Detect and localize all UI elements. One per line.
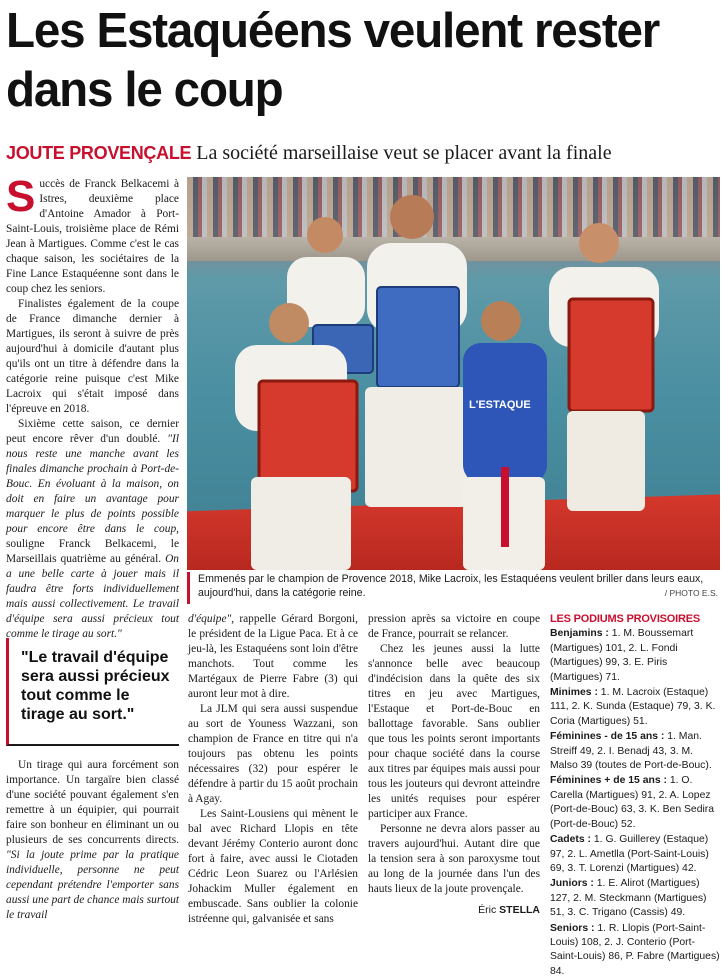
paragraph [6,758,179,923]
dropcap: S [6,172,36,221]
podium-category: Minimes : [550,687,598,699]
photo-jousters [187,177,720,570]
article-column-2 [188,612,358,925]
subheadline: La société marseillaise veut se placer avant la finale [196,142,612,164]
podium-category: Benjamins : [550,628,609,640]
podium-category: Féminines + de 15 ans : [550,775,667,787]
paragraph: Finalistes également de la coupe de France dimanche dernier à Martigues, ils seront à suivre de près aujourd'hui à domicile d'autant plus qu'ils ont un titre à défendre dans la catégorie reine puisque c'est Mike Lacroix qui s'était imposé dans l'épreuve en 2018. [6,298,179,415]
deck [6,140,721,166]
podium-entry [550,686,722,729]
podium-category: Seniors : [550,922,595,934]
article-column-3 [368,612,540,918]
paragraph-text: , rappelle Gérard Borgoni, le président de la Ligue Paca. Et à ce jeu-là, les Estaquéens sont loin d'être manchots. Tout comme les Martégaux de Pierre Fabre (3) qui auront leur mot à dire. [188,613,358,700]
jersey-label: L'ESTAQUE [469,399,531,411]
podium-entry [550,627,722,685]
paragraph [188,612,358,702]
caption-text: Emmenés par le champion de Provence 2018, Mike Lacroix, les Estaquéens veulent briller dans leurs eaux, aujourd'hui, dans la catégorie reine. [198,573,704,599]
podiums-title: LES PODIUMS PROVISOIRES [550,613,701,625]
podiums-sidebar [550,612,722,977]
podium-results: 1. G. Guillerey (Estaque) 97, 2. L. Ametlla (Port-Saint-Louis) 69, 3. T. Lorenzi (Martigues) 42. [550,834,709,874]
paragraph [6,417,179,642]
paragraph-text: souligne Franck Belkacemi, le Marseillais quatrième au général. [6,538,179,565]
podium-results: 1. E. Alirot (Martigues) 127, 2. M. Steckmann (Martigues) 51, 3. C. Trigano (Cassis) 49. [550,878,707,919]
pull-quote: "Le travail d'équipe sera aussi précieux tout comme le tirage au sort." [6,638,179,746]
podium-entry [550,730,722,773]
podium-results: 1. M. Boussemart (Martigues) 101, 2. L. Fondi (Martigues) 99, 3. E. Piris (Martigues) 71. [550,628,694,683]
quote-text: d'équipe" [188,613,232,625]
podium-entry [550,833,722,876]
article-photo [187,177,720,570]
author-first-name: Éric [478,904,497,916]
paragraph: Personne ne devra alors passer au travers aujourd'hui. Autant dire que la tension sera à son paroxysme tout au long de la journée dans l'un des hauts lieux de la joute provençale. [368,823,540,895]
podium-results: 1. R. Llopis (Port-Saint-Louis) 108, 2. J. Conterio (Port-Saint-Louis) 86, P. Fabre (Martigues) 84. [550,922,720,977]
paragraph [6,172,179,297]
podium-results: 1. Man. Streiff 49, 2. I. Benadj 43, 3. M. Malso 39 (toutes de Port-de-Bouc). [550,731,712,772]
paragraph-text: Sixième cette saison, ce dernier peut encore rêver d'un doublé. [6,418,179,445]
author-last-name: STELLA [499,904,540,916]
podium-category: Juniors : [550,878,594,890]
podium-results: 1. M. Lacroix (Estaque) 111, 2. K. Sunda (Estaque) 79, 3. K. Coria (Martigues) 51. [550,687,716,727]
paragraph: Les Saint-Lousiens qui mènent le bal avec Richard Llopis en tête devant Jérémy Conterio auront donc fort à faire, avec aussi le Ciotaden Cédric Leon Suarez ou l'Arlésien Johackim Muller également en embuscade. Sans oublier la colonie istréenne qui, galvanisée et sans [188,808,358,925]
podium-category: Cadets : [550,834,591,846]
paragraph: La JLM qui sera aussi suspendue au sort de Youness Wazzani, son champion de France en titre qui n'a toujours pas obtenu les points nécessaires (32) pour espérer le défendre à partir du 15 août prochain à Agay. [188,703,358,805]
photo-credit: / PHOTO E.S. [664,588,718,598]
podium-entry [550,877,722,920]
headline: Les Estaquéens veulent rester dans le coup [6,4,660,117]
quote-text: "Il nous reste une manche avant les finales dimanche prochain à Port-de-Bouc. En évoluant à la maison, on doit en faire un avantage pour marquer le plus de points possible pour encore être dans le coup, [6,433,179,535]
section-kicker: JOUTE PROVENÇALE [6,143,192,163]
podium-category: Féminines - de 15 ans : [550,731,665,743]
podium-entry [550,922,722,979]
author-signature [368,904,540,916]
article-column-1 [6,172,179,640]
paragraph-text: Un tirage qui aura forcément son importance. Un targaïre bien classé d'une société pouvant également s'en remettre à un équipier, qui pourrait faire son bonheur en éliminant un ou plusieurs de ses concurrents directs. [6,759,179,846]
podium-entry [550,774,722,832]
photo-caption [187,572,720,604]
paragraph-text: uccès de Franck Belkacemi à Istres, deuxième place d'Antoine Amador à Port-Saint-Louis, troisième place de Rémi Jean à Martigues. Comme c'est le cas chaque saison, les sociétaires de la Fine Lance Estaquéenne sont dans le coup chez les seniors. [6,178,179,295]
article-column-1-continued [6,758,179,921]
podium-results: 1. O. Carella (Martigues) 91, 2. A. Lopez (Port-de-Bouc) 63, 3. K. Ben Sedira (Port-de-Bouc) 52. [550,775,715,830]
paragraph: Chez les jeunes aussi la lutte s'annonce belle avec beaucoup d'indécision dans la quête des six titres en jeu avec Martigues, l'Estaque et Port-de-Bouc en ballottage favorable. Sans oublier que tous les points seront importants pour chaque société dans la course aux titres par équipes mais aussi pour tous les jouteurs qui devront atteindre les unités requises pour espérer participer aux France. [368,643,540,820]
quote-text: "Si la joute prime par la pratique individuelle, personne ne peut cependant prétendre l'emporter sans aussi une part de chance mais surtout le travail [6,849,179,921]
paragraph: pression après sa victoire en coupe de France, pourrait se relancer. [368,613,540,640]
quote-text: On a une belle carte à jouer mais il faudra être forts individuellement mais aussi collectivement. Le travail d'équipe sera aussi précieux tout comme le tirage au sort." [6,553,179,640]
